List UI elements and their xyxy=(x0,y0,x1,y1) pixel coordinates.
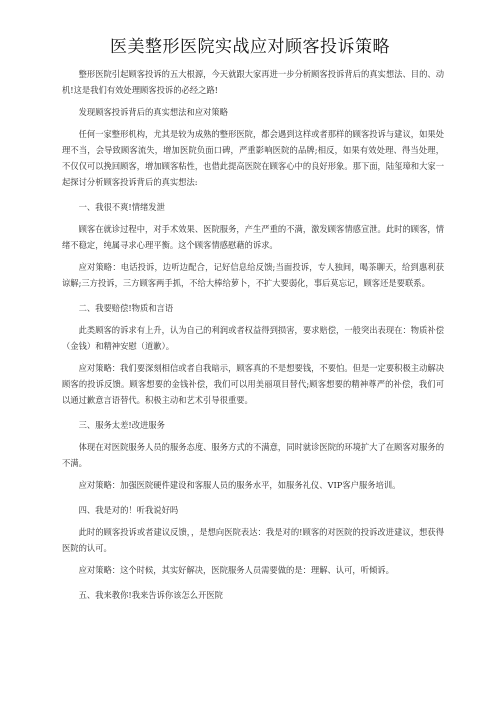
section-2-paragraph: 此类顾客的诉求有上升，认为自己的利润或者权益得到损害，要求赔偿，一般突出表现在：物质补偿（金钱）和精神安慰（道歉）。 xyxy=(62,325,444,351)
document-title: 医美整形医院实战应对顾客投诉策略 xyxy=(110,37,390,58)
section-heading-3: 三、服务太差!改进服务 xyxy=(78,420,165,430)
overview-paragraph: 任何一家整形机构，尤其是较为成熟的整形医院，都会遇到这样或者那样的顾客投诉与建议，如果处理不当，会导致顾客流失，增加医院负面口碑，严重影响医院的品牌;相反，如果有效处理、得当处理，不仅仅可以挽回顾客，增加顾客粘性，也借此提高医院在顾客心中的良好形象。那下面，陆玺璋和大家一起探讨分析顾客投诉背后的真实想法: xyxy=(62,129,444,187)
section-3-paragraph: 体现在对医院服务人员的服务态度、服务方式的不满意，同时就诊医院的环境扩大了在顾客对服务的不满。 xyxy=(62,442,444,468)
section-4-strategy: 应对策略：这个时候，其实好解决，医院服务人员需要做的是：理解、认可，听倾诉。 xyxy=(78,565,394,575)
section-1-strategy: 应对策略：电话投诉，边听边配合，记好信息给反馈;当面投诉，专人独间，喝茶聊天，给到惠利获谅解;三方投诉，三方顾客两手抓，不给大棒给萝卜，不扩大要弱化，事后莫忘记，顾客还是要联系。 xyxy=(62,262,444,288)
section-heading-5: 五、我来教你!我来告诉你该怎么开医院 xyxy=(78,590,223,600)
section-3-strategy: 应对策略：加强医院硬件建设和客服人员的服务水平，如服务礼仪、VIP客户服务培训。 xyxy=(78,480,401,490)
intro-paragraph: 整形医院引起顾客投诉的五大根源，今天就跟大家再进一步分析顾客投诉背后的真实想法、目的、动机!这是我们有效处理顾客投诉的必经之路! xyxy=(62,69,444,95)
section-heading-overview: 发现顾客投诉背后的真实想法和应对策略 xyxy=(78,107,228,117)
section-1-paragraph: 顾客在就诊过程中，对手术效果、医院服务，产生严重的不满，激发顾客情感宣泄。此时的顾客，情绪不稳定，纯属寻求心理平衡。这个顾客情感慰藉的诉求。 xyxy=(62,224,444,250)
section-heading-2: 二、我要赔偿!物质和言语 xyxy=(78,303,174,313)
document-body xyxy=(62,66,444,603)
section-4-paragraph: 此时的顾客投诉或者建议反馈，，是想向医院表达：我是对的!顾客的对医院的投诉改进建议，想获得医院的认可。 xyxy=(62,527,444,553)
section-2-strategy: 应对策略：我们要深刻相信或者自我暗示，顾客真的不是想要钱，不要怕。但是一定要积极主动解决顾客的投诉反馈。顾客想要的金钱补偿，我们可以用美丽项目替代;顾客想要的精神尊严的补偿，我们可以通过歉意言语替代。积极主动和艺术引导很重要。 xyxy=(62,363,444,405)
section-heading-1: 一、我很不爽!情绪发泄 xyxy=(78,202,165,212)
section-heading-4: 四、我是对的！听我说好吗 xyxy=(78,505,179,515)
